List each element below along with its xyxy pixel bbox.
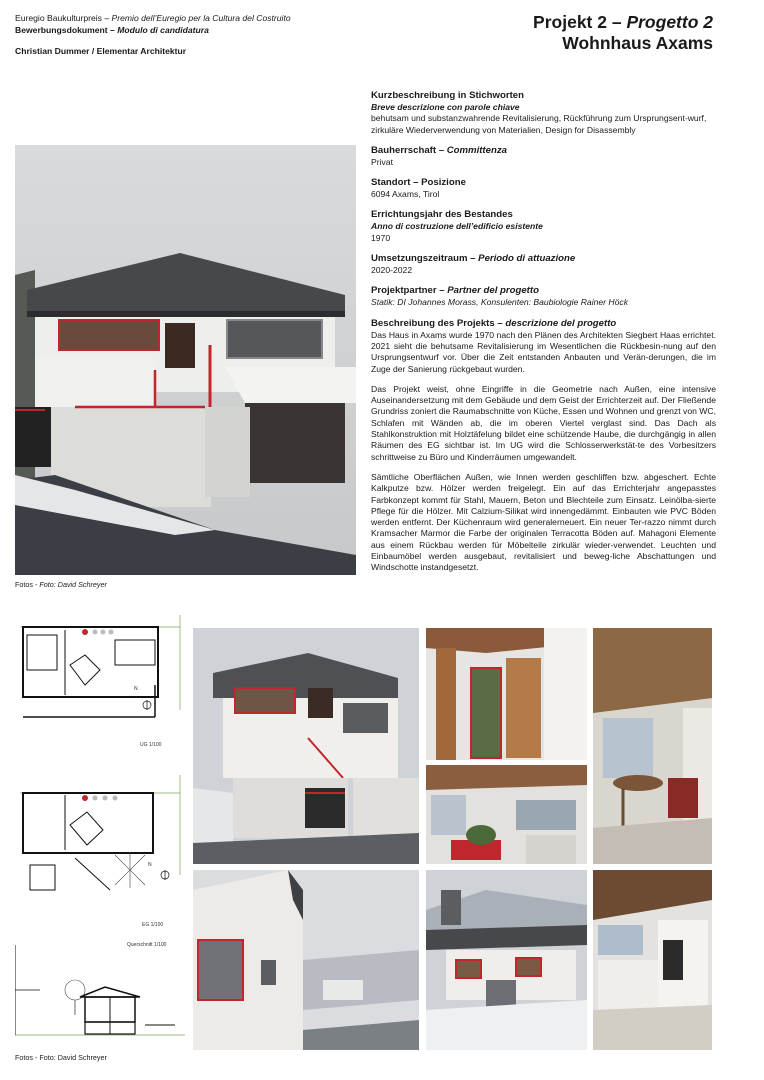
main-photo-caption: Fotos - Foto: David Schreyer — [15, 580, 107, 589]
award-name-it: Premio dell’Euregio per la Cultura del Costruito — [111, 13, 291, 23]
floor-plan-ug — [15, 610, 185, 750]
section-description: Beschreibung des Projekts – descrizione del progetto Das Haus in Axams wurde 1970 nach den Plänen des Architekten Siegbert Haas errichtet. 2021 sieht die behutsame Revitalisierung im Wesentlichen die Rückbesin-nung auf den Ursprungsentwurf vor. Über die Zeit entstanden Anbauten und Verän-derungen, die im Zuge der Sanierung rückgebaut wurden. Das Projekt weist, ohne Eingriffe in die Geometrie nach Außen, eine intensive Auseinandersetzung mit dem Gebäude und dem Geist der Errichterzeit auf. Der Fließende Grundriss zoniert die Raumabschnitte von Küche, Essen und Wohnen und grenzt von WC, Schlafen mit Wänden ab, die im oberen Viertel verglast sind. Das Dach als Stahlkonstruktion mit Holztäfelung bildet eine schützende Haube, die durchgängig in allen Räumen des EG sichtbar ist. Im UG wird die Schlosserwerkstät-te des Vorbesitzers schrittweise zu Büro und Kinderräumen umgewandelt. Sämtliche Oberflächen Außen, wie Innen werden geschliffen bzw. abgeschert. Echte Kalkputze bzw. Hölzer werden freigelegt. Ein auf das Errichterjahr angepasstes Farbkonzept kommt für Stahl, Mauern, Beton und Blechteile zum Einsatz. Leinölba-sierte Pflege für die Hölzer. Mit Calzium-Silikat wird innengedämmt. Einbauten wie PVC Böden werden entfernt. Der Küchenraum wird generalerneuert. Ein neuer Ter-razzo nimmt durch Kramsacher Marmor die Farbe der originalen Terracotta Böden auf. Mahagoni Elemente aus einem Rückbau werden für Möbelteile zirkulär wieder-verwendet. Leuchten und Einbaumöbel werden ausgebaut, revitalisiert und beweg-liche Abschattungen und Windschotte instandgesetzt. — [371, 317, 716, 573]
section-client: Bauherrschaft – Committenza Privat — [371, 144, 507, 167]
ug-plan-label: UG 1/100 — [140, 742, 162, 748]
section-construction-year: Errichtungsjahr des Bestandes Anno di costruzione dell’edificio esistente 1970 — [371, 209, 543, 243]
title-de: Projekt 2 — [533, 12, 607, 32]
grid-photo-caption: Fotos - Foto: David Schreyer — [15, 1053, 107, 1062]
section-short-description: Kurzbeschreibung in Stichworten Breve descrizione con parole chiave behutsam und substanzwahrende Revitalisierung, Rückführung zum Ursprungsent-wurf, zirkuläre Wiederverwendung von Materialien, Design for Disassembly — [371, 90, 707, 135]
section-period: Umsetzungszeitraum – Periodo di attuazione 2020-2022 — [371, 253, 576, 276]
eg-plan-label: EG 1/100 — [142, 922, 164, 928]
description-paragraph-1: Das Haus in Axams wurde 1970 nach den Plänen des Architekten Siegbert Haas errichtet. 2021 sieht die behutsame Revitalisierung im Wesentlichen die Rückbesin-nung auf den Ursprungsentwurf vor. Über die Zeit entstanden Anbauten und Verän-derungen, die im Zuge der Sanierung rückgebaut wurden. — [371, 329, 716, 374]
title-it: Progetto 2 — [626, 12, 713, 32]
exterior-photo-entrance — [193, 628, 419, 864]
project-info-column — [371, 90, 716, 583]
description-paragraph-2: Das Projekt weist, ohne Eingriffe in die Geometrie nach Außen, eine intensive Auseinandersetzung mit dem Gebäude und dem Geist der Errichterzeit auf. Der Fließende Grundriss zoniert die Raumabschnitte von Küche, Essen und Wohnen und grenzt von WC, Schlafen mit Wänden ab, die im oberen Viertel verglast sind. Das Dach als Stahlkonstruktion mit Holztäfelung bildet eine schützende Haube, die durchgängig in allen Räumen des EG sichtbar ist. Im UG wird die Schlosserwerkstät-te des Vorbesitzers schrittweise zu Büro und Kinderräumen umgewandelt. — [371, 383, 716, 462]
exterior-photo-side — [193, 870, 419, 1050]
section-drawing-label: Querschnitt 1/100 — [127, 942, 167, 948]
interior-photo-doors — [426, 628, 587, 760]
cross-section-drawing — [15, 935, 185, 1045]
interior-photo-living — [426, 765, 587, 864]
applicant-name: Christian Dummer / Elementar Architektur — [15, 46, 187, 56]
interior-photo-dining — [593, 628, 712, 864]
north-arrow-ug: N — [134, 686, 138, 692]
doc-type-it: Modulo di candidatura — [117, 24, 209, 35]
floor-plan-eg — [15, 770, 185, 910]
page-title: Projekt 2 – Progetto 2 Wohnhaus Axams — [533, 12, 713, 53]
interior-photo-kitchen — [593, 870, 712, 1050]
project-name: Wohnhaus Axams — [562, 33, 713, 53]
doc-type-de: Bewerbungsdokument — [15, 24, 108, 35]
description-paragraph-3: Sämtliche Oberflächen Außen, wie Innen werden geschliffen bzw. abgeschert. Echte Kalkputze bzw. Hölzer werden freigelegt. Ein auf das Errichterjahr angepasstes Farbkonzept kommt für Stahl, Mauern, Beton und Blechteile zum Einsatz. Leinölba-sierte Pflege für die Hölzer. Mit Calzium-Silikat wird innengedämmt. Einbauten wie PVC Böden werden entfernt. Der Küchenraum wird generalerneuert. Ein neuer Ter-razzo nimmt durch Kramsacher Marmor die Farbe der originalen Terracotta Böden auf. Mahagoni Elemente aus einem Rückbau werden für Möbelteile zirkulär wieder-verwendet. Leuchten und Einbaumöbel werden ausgebaut, revitalisiert und beweg-liche Abschattungen und Windschotte instandgesetzt. — [371, 471, 716, 573]
exterior-photo-terrace — [426, 870, 587, 1050]
main-house-photo — [15, 145, 356, 575]
award-name-de: Euregio Baukulturpreis — [15, 13, 102, 23]
north-arrow-eg: N — [148, 862, 152, 868]
header-meta: Euregio Baukulturpreis – Premio dell’Euregio per la Cultura del Costruito Bewerbungsdokument – Modulo di candidatura Christian Dummer / Elementar Architektur — [15, 13, 291, 56]
section-partners: Projektpartner – Partner del progetto Statik: DI Johannes Morass, Konsulenten: Baubiologie Rainer Höck — [371, 285, 628, 308]
section-location: Standort – Posizione 6094 Axams, Tirol — [371, 177, 466, 200]
